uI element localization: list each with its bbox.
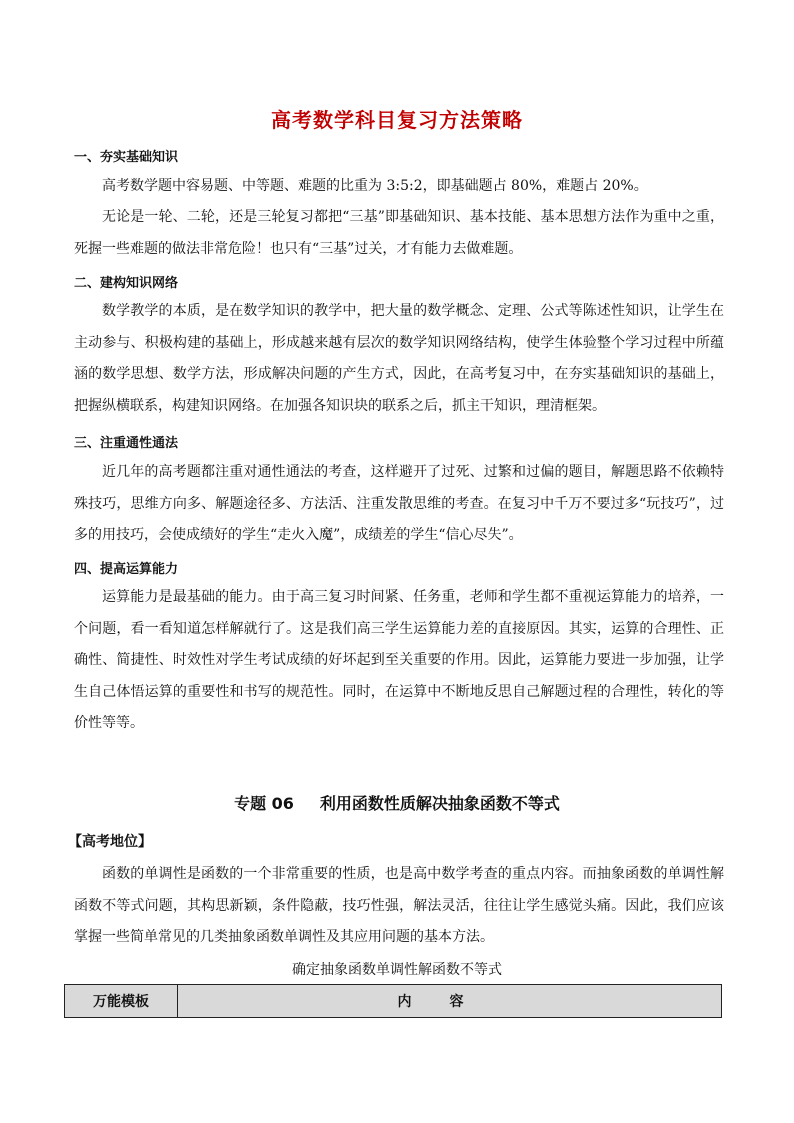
section-heading-3: 三、注重通性通法 bbox=[74, 436, 179, 451]
topic-title: 利用函数性质解决抽象函数不等式 bbox=[319, 794, 560, 813]
table-header-template: 万能模板 bbox=[65, 985, 178, 1018]
document-title: 高考数学科目复习方法策略 bbox=[271, 108, 523, 132]
template-table bbox=[64, 984, 722, 1018]
table-header-row bbox=[65, 985, 722, 1018]
topic-heading bbox=[0, 791, 794, 814]
section-1-paragraph-1: 高考数学题中容易题、中等题、难题的比重为 3:5:2，即基础题占 80%，难题占 20%。 bbox=[102, 178, 648, 194]
section-2-paragraph-1: 数学教学的本质，是在数学知识的教学中，把大量的数学概念、定理、公式等陈述性知识，让学生在主动参与、积极构建的基础上，形成越来越有层次的数学知识网络结构，使学生体验整个学习过程中所蕴涵的数学思想、数学方法，形成解决问题的产生方式，因此，在高考复习中，在夯实基础知识的基础上，把握纵横联系，构建知识网络。在加强各知识块的联系之后，抓主干知识，理清框架。 bbox=[74, 303, 724, 414]
table-caption: 确定抽象函数单调性解函数不等式 bbox=[292, 962, 502, 978]
exam-position-paragraph: 函数的单调性是函数的一个非常重要的性质，也是高中数学考查的重点内容。而抽象函数的单调性解函数不等式问题，其构思新颖，条件隐蔽，技巧性强，解法灵活，往往让学生感觉头痛。因此，我们应该掌握一些简单常见的几类抽象函数单调性及其应用问题的基本方法。 bbox=[74, 866, 724, 945]
section-1-paragraph-2: 无论是一轮、二轮，还是三轮复习都把“三基”即基础知识、基本技能、基本思想方法作为重中之重，死握一些难题的做法非常危险！也只有“三基”过关，才有能力去做难题。 bbox=[74, 209, 724, 257]
section-heading-1: 一、夯实基础知识 bbox=[74, 150, 179, 165]
table-header-content bbox=[178, 985, 722, 1018]
section-heading-2: 二、建构知识网络 bbox=[74, 276, 179, 291]
section-heading-4: 四、提高运算能力 bbox=[74, 562, 179, 577]
table-header-content-label: 内容 bbox=[397, 994, 502, 1010]
topic-number: 专题 06 bbox=[234, 794, 294, 813]
exam-position-heading: 【高考地位】 bbox=[68, 834, 152, 850]
section-4-paragraph-1: 运算能力是最基础的能力。由于高三复习时间紧、任务重，老师和学生都不重视运算能力的培养，一个问题，看一看知道怎样解就行了。这是我们高三学生运算能力差的直接原因。其实，运算的合理性、正确性、简捷性、时效性对学生考试成绩的好坏起到至关重要的作用。因此，运算能力要进一步加强，让学生自己体悟运算的重要性和书写的规范性。同时，在运算中不断地反思自己解题过程的合理性，转化的等价性等等。 bbox=[74, 589, 724, 731]
section-3-paragraph-1: 近几年的高考题都注重对通性通法的考查，这样避开了过死、过繁和过偏的题目，解题思路不依赖特殊技巧，思维方向多、解题途径多、方法活、注重发散思维的考查。在复习中千万不要过多“玩技巧”，过多的用技巧，会使成绩好的学生“走火入魔”，成绩差的学生“信心尽失”。 bbox=[74, 464, 724, 543]
